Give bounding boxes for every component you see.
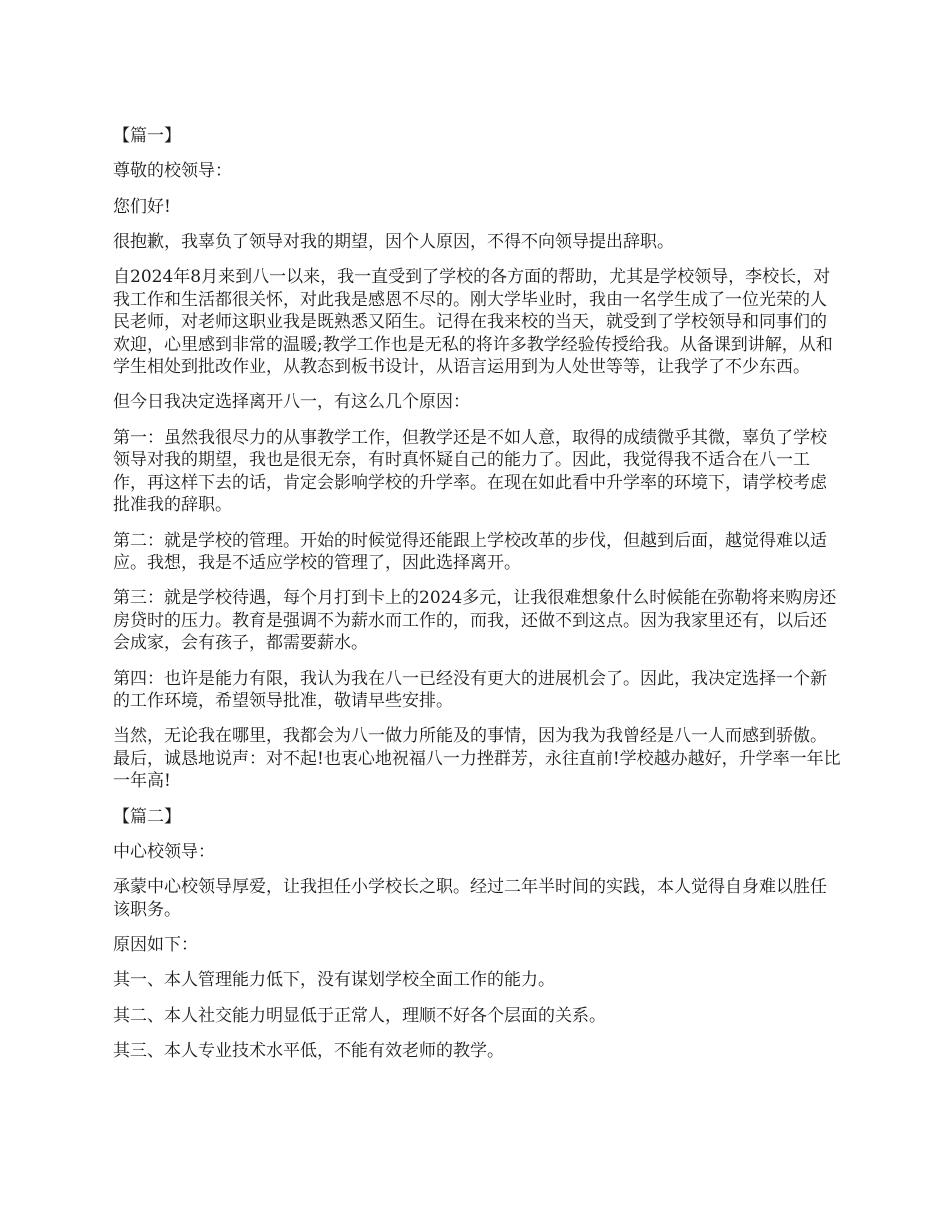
paragraph: 原因如下： — [113, 935, 198, 956]
section-heading-2: 【篇二】 — [113, 806, 181, 827]
section-heading-1: 【篇一】 — [113, 126, 181, 146]
paragraph: 自2024年8月来到八一以来，我一直受到了学校的各方面的帮助，尤其是学校领导，李校长，对我工作和生活都很关怀，对此我是感恩不尽的。刚大学毕业时，我由一名学生成了一位光荣的人民老师，对老师这职业我是既熟悉又陌生。记得在我来校的当天，就受到了学校领导和同事们的欢迎，心里感到非常的温暖;教学工作也是无私的将许多教学经验传授给我。从备课到讲解，从和学生相处到批改作业，从教态到板书设计，从语言运用到为人处世等等，让我学了不少东西。 — [113, 267, 833, 378]
greeting: 您们好! — [113, 196, 171, 217]
reason-paragraph: 第三：就是学校待遇，每个月打到卡上的2024多元，让我很难想象什么时候能在弥勒将来购房还房贷时的压力。教育是强调不为薪水而工作的，而我，还做不到这点。因为我家里还有，以后还会成家，会有孩子，都需要薪水。 — [113, 588, 837, 654]
reason-paragraph: 其三、本人专业技术水平低，不能有效老师的教学。 — [113, 1041, 504, 1062]
salutation: 中心校领导： — [113, 842, 215, 863]
salutation: 尊敬的校领导： — [113, 161, 232, 182]
reason-paragraph: 其二、本人社交能力明显低于正常人，理顺不好各个层面的关系。 — [113, 1005, 606, 1026]
reason-paragraph: 第二：就是学校的管理。开始的时候觉得还能跟上学校改革的步伐，但越到后面，越觉得难以适应。我想，我是不适应学校的管理了，因此选择离开。 — [113, 530, 827, 574]
closing-paragraph: 当然，无论我在哪里，我都会为八一做力所能及的事情，因为我为我曾经是八一人而感到骄傲。最后，诚恳地说声：对不起!也衷心地祝福八一力挫群芳，永往直前!学校越办越好，升学率一年比一年高! — [113, 726, 841, 792]
document-body — [113, 125, 841, 1075]
paragraph: 很抱歉，我辜负了领导对我的期望，因个人原因，不得不向领导提出辞职。 — [113, 231, 674, 252]
reason-paragraph: 第四：也许是能力有限，我认为我在八一已经没有更大的进展机会了。因此，我决定选择一个新的工作环境，希望领导批准，敬请早些安排。 — [113, 668, 827, 712]
paragraph: 承蒙中心校领导厚爱，让我担任小学校长之职。经过二年半时间的实践，本人觉得自身难以胜任该职务。 — [113, 877, 827, 920]
reason-paragraph: 第一：虽然我很尽力的从事教学工作，但教学还是不如人意，取得的成绩微乎其微，辜负了学校领导对我的期望，我也是很无奈，有时真怀疑自己的能力了。因此，我觉得我不适合在八一工作，再这样下去的话，肯定会影响学校的升学率。在现在如此看中升学率的环境下，请学校考虑批准我的辞职。 — [113, 427, 827, 516]
paragraph: 但今日我决定选择离开八一，有这么几个原因： — [113, 392, 470, 413]
reason-paragraph: 其一、本人管理能力低下，没有谋划学校全面工作的能力。 — [113, 970, 555, 991]
